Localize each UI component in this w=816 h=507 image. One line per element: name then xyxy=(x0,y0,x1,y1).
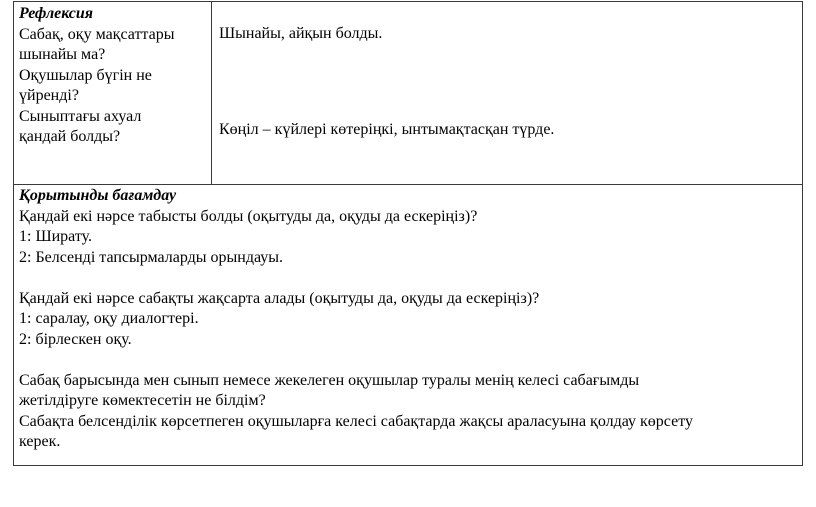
reflection-question-line: Оқушылар бүгін не xyxy=(19,66,152,84)
summary-question-success: Қандай екі нәрсе табысты болды (оқытуды да, оқуды да ескеріңіз)? xyxy=(19,207,478,225)
reflection-question-line: қандай болды? xyxy=(19,128,121,145)
summary-heading: Қорытынды бағамдау xyxy=(19,187,177,204)
blank-line xyxy=(19,268,802,289)
lesson-reflection-table xyxy=(13,1,803,466)
summary-answer-line: 1: саралау, оқу диалогтері. xyxy=(19,310,199,327)
reflection-heading: Рефлексия xyxy=(19,5,94,22)
summary-row xyxy=(14,185,802,465)
reflection-questions-cell xyxy=(14,2,212,184)
summary-question-learned: Сабақ барысында мен сынып немесе жекелеген оқушылар туралы менің келесі сабағымды xyxy=(19,371,640,389)
summary-answer-line: 2: бірлескен оқу. xyxy=(19,330,132,348)
reflection-answer-goals: Шынайы, айқын болды. xyxy=(219,25,383,42)
summary-question-improve: Қандай екі нәрсе сабақты жақсарта алады (оқытуды да, оқуды да ескеріңіз)? xyxy=(19,289,540,307)
summary-answer-line: 1: Ширату. xyxy=(19,228,93,245)
reflection-answers-cell xyxy=(213,2,802,184)
summary-answer-line: 2: Белсенді тапсырмаларды орындауы. xyxy=(19,248,284,266)
reflection-answer-atmosphere: Көңіл – күйлері көтеріңкі, ынтымақтасқан түрде. xyxy=(219,121,555,138)
summary-conclusion: Сабақта белсенділік көрсетпеген оқушыларға келесі сабақтарда жақсы араласуына қолдау көрсету xyxy=(19,412,693,430)
reflection-question-line: Сыныптағы ахуал xyxy=(19,107,142,125)
reflection-question-line: үйренді? xyxy=(19,87,79,104)
reflection-question-line: Сабақ, оқу мақсаттары xyxy=(19,25,175,43)
reflection-row xyxy=(14,2,802,185)
summary-question-learned-cont: жетілдіруге көмектесетін не білдім? xyxy=(19,392,266,409)
reflection-question-line: шынайы ма? xyxy=(19,46,106,63)
summary-conclusion-cont: керек. xyxy=(19,433,61,450)
blank-line xyxy=(19,350,802,371)
